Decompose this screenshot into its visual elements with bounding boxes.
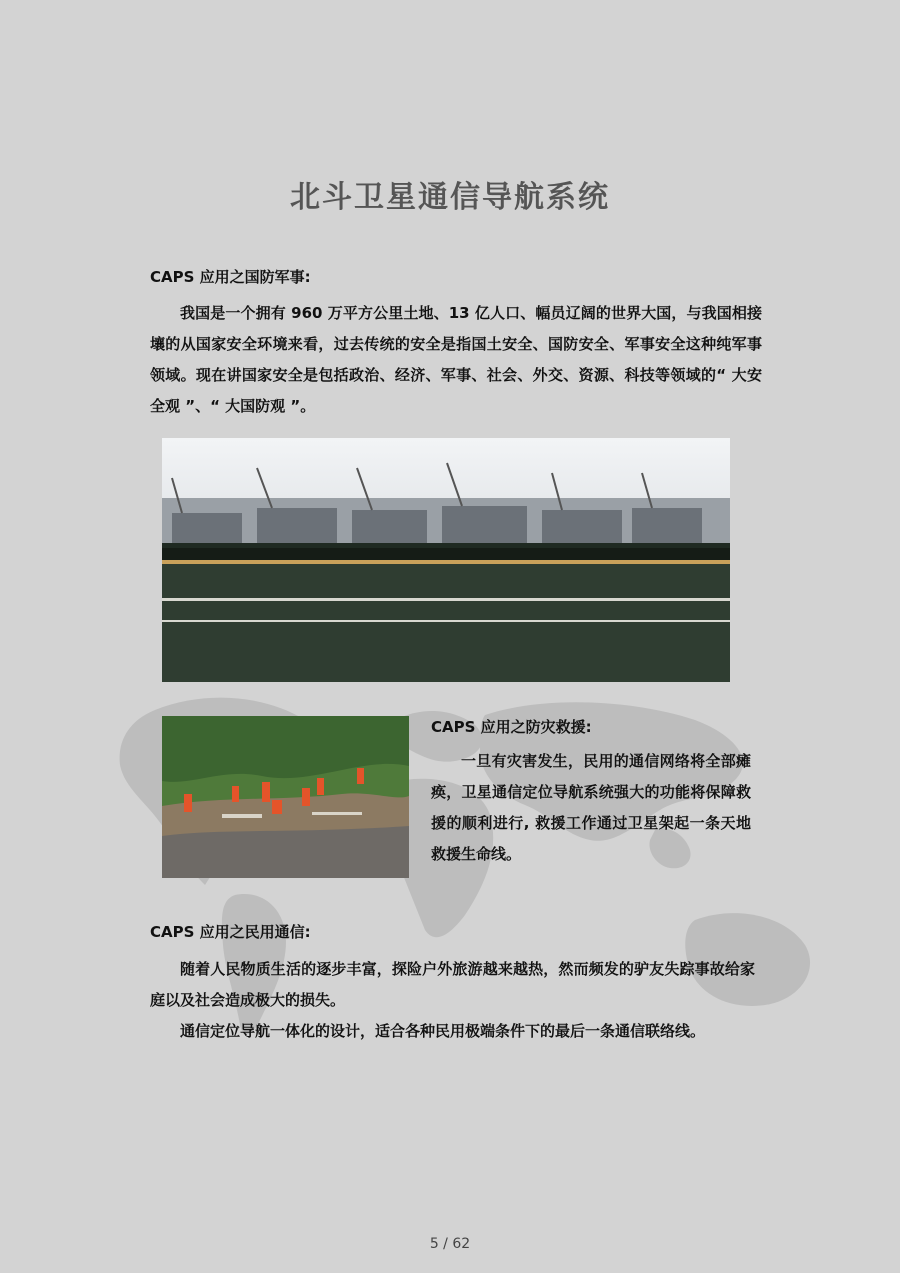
document-title: 北斗卫星通信导航系统 [290, 180, 610, 215]
disaster-heading: CAPS 应用之防灾救援: [431, 718, 592, 736]
page-number: 5 / 62 [429, 1236, 471, 1252]
defense-heading: CAPS 应用之国防军事: [150, 268, 311, 286]
civil-heading: CAPS 应用之民用通信: [150, 923, 311, 941]
rescue-photo [162, 716, 409, 878]
civil-paragraph-2: 通信定位导航一体化的设计，适合各种民用极端条件下的最后一条通信联络线。 [180, 1022, 706, 1040]
disaster-paragraph: 一旦有灾害发生，民用的通信网络将全部瘫痪，卫星通信定位导航系统强大的功能将保障救援的顺利进行, 救援工作通过卫星架起一条天地救援生命线。 [431, 752, 751, 863]
civil-paragraph-1: 随着人民物质生活的逐步丰富，探险户外旅游越来越热，然而频发的驴友失踪事故给家庭以及社会造成极大的损失。 [150, 960, 755, 1009]
defense-paragraph: 我国是一个拥有 960 万平方公里土地、13 亿人口、幅员辽阔的世界大国，与我国相接壤的从国家安全环境来看，过去传统的安全是指国土安全、国防安全、军事安全这种纯军事领域。现在讲国家安全是包括政治、经济、军事、社会、外交、资源、科技等领域的“ 大安全观 ”、“ 大国防观 ”。 [150, 304, 762, 415]
military-parade-photo [162, 438, 730, 682]
